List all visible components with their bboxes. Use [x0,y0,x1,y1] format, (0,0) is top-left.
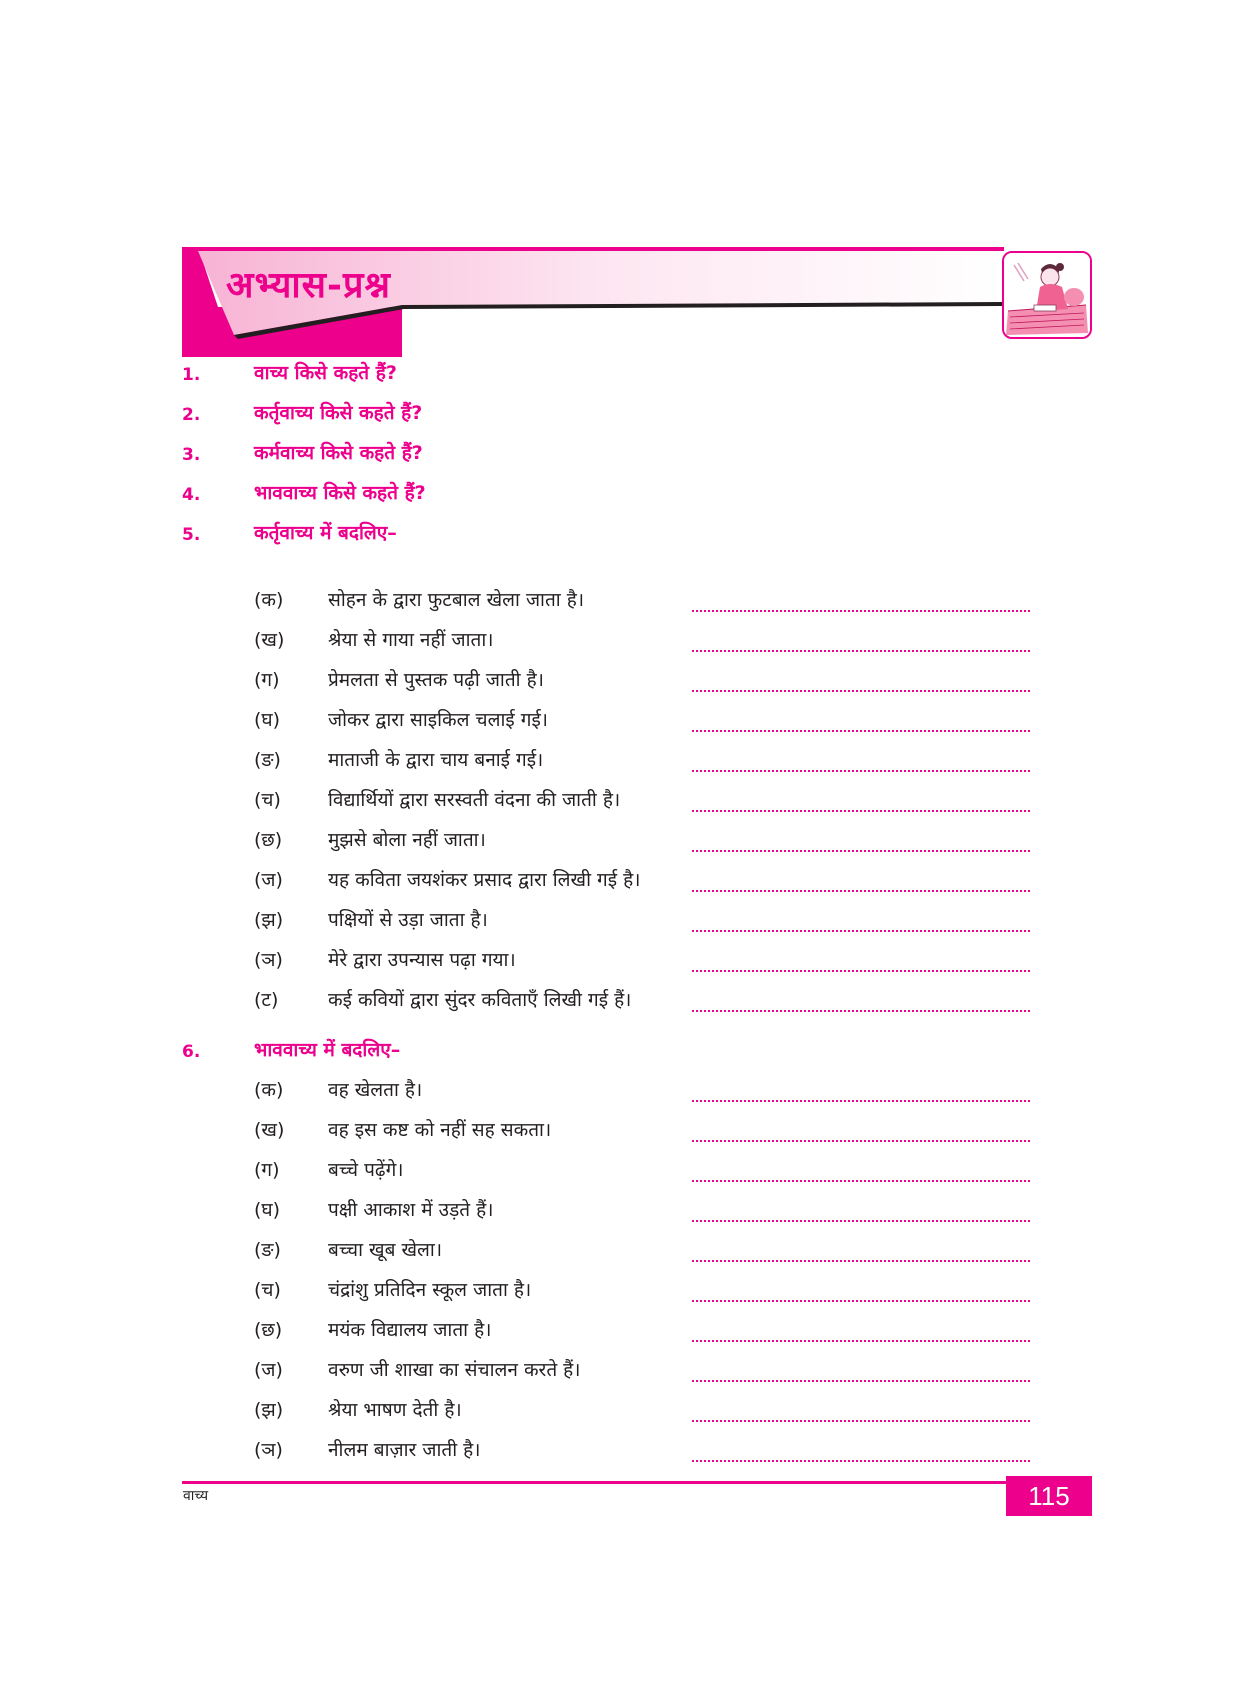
question-text: वाच्य किसे कहते हैं? [254,362,397,384]
answer-blank[interactable] [692,968,1030,972]
answer-blank[interactable] [692,1008,1030,1012]
answer-blank[interactable] [692,1138,1030,1142]
item-label: (ज) [254,1359,283,1381]
item-sentence: पक्षी आकाश में उड़ते हैं। [328,1199,494,1221]
page-number: 115 [1006,1476,1092,1516]
item-label: (ट) [254,989,279,1011]
item-sentence: पक्षियों से उड़ा जाता है। [328,909,488,931]
answer-blank[interactable] [692,1258,1030,1262]
item-sentence: विद्यार्थियों द्वारा सरस्वती वंदना की जाती है। [328,789,621,811]
answer-blank[interactable] [692,928,1030,932]
page-title: अभ्यास-प्रश्न [226,264,391,306]
answer-blank[interactable] [692,728,1030,732]
question-text: कर्तृवाच्य किसे कहते हैं? [254,402,423,424]
answer-blank[interactable] [692,1218,1030,1222]
answer-blank[interactable] [692,608,1030,612]
footer-divider [182,1481,1006,1484]
item-sentence: श्रेया भाषण देती है। [328,1399,462,1421]
item-label: (च) [254,1279,281,1301]
answer-blank[interactable] [692,1098,1030,1102]
question-text: कर्तृवाच्य में बदलिए– [254,522,397,544]
item-label: (ङ) [254,749,281,771]
answer-blank[interactable] [692,808,1030,812]
item-label: (ग) [254,1159,280,1181]
item-sentence: मुझसे बोला नहीं जाता। [328,829,486,851]
item-label: (घ) [254,709,281,731]
chapter-name: वाच्य [183,1488,209,1504]
item-label: (ख) [254,629,285,651]
item-label: (झ) [254,1399,284,1421]
answer-blank[interactable] [692,1338,1030,1342]
item-label: (क) [254,589,284,611]
question-number: 4. [182,485,201,505]
answer-blank[interactable] [692,1178,1030,1182]
girl-reading-icon [1004,253,1090,337]
answer-blank[interactable] [692,648,1030,652]
item-sentence: बच्चे पढ़ेंगे। [328,1159,404,1181]
item-sentence: कई कवियों द्वारा सुंदर कविताएँ लिखी गई हैं। [328,989,632,1011]
answer-blank[interactable] [692,888,1030,892]
item-sentence: सोहन के द्वारा फुटबाल खेला जाता है। [328,589,585,611]
question-number: 1. [182,365,201,385]
item-label: (ग) [254,669,280,691]
item-sentence: वह खेलता है। [328,1079,423,1101]
answer-blank[interactable] [692,688,1030,692]
item-sentence: नीलम बाज़ार जाती है। [328,1439,481,1461]
question-text: भाववाच्य में बदलिए– [254,1039,401,1061]
item-sentence: वह इस कष्ट को नहीं सह सकता। [328,1119,552,1141]
question-text: कर्मवाच्य किसे कहते हैं? [254,442,423,464]
item-sentence: माताजी के द्वारा चाय बनाई गई। [328,749,544,771]
answer-blank[interactable] [692,1418,1030,1422]
answer-blank[interactable] [692,1378,1030,1382]
item-label: (ज) [254,869,283,891]
item-sentence: यह कविता जयशंकर प्रसाद द्वारा लिखी गई है। [328,869,641,891]
item-label: (क) [254,1079,284,1101]
item-sentence: श्रेया से गाया नहीं जाता। [328,629,494,651]
item-sentence: प्रेमलता से पुस्तक पढ़ी जाती है। [328,669,544,691]
item-label: (घ) [254,1199,281,1221]
answer-blank[interactable] [692,768,1030,772]
question-number: 2. [182,405,201,425]
item-label: (छ) [254,1319,283,1341]
item-label: (झ) [254,909,284,931]
item-label: (ख) [254,1119,285,1141]
item-sentence: मयंक विद्यालय जाता है। [328,1319,492,1341]
answer-blank[interactable] [692,848,1030,852]
item-sentence: जोकर द्वारा साइकिल चलाई गई। [328,709,548,731]
item-sentence: वरुण जी शाखा का संचालन करते हैं। [328,1359,581,1381]
illustration-box [1002,251,1092,339]
question-number: 3. [182,445,201,465]
item-sentence: चंद्रांशु प्रतिदिन स्कूल जाता है। [328,1279,532,1301]
item-label: (छ) [254,829,283,851]
answer-blank[interactable] [692,1298,1030,1302]
item-label: (ञ) [254,949,283,971]
item-sentence: बच्चा खूब खेला। [328,1239,443,1261]
item-label: (ञ) [254,1439,283,1461]
answer-blank[interactable] [692,1458,1030,1462]
question-text: भाववाच्य किसे कहते हैं? [254,482,426,504]
item-label: (ङ) [254,1239,281,1261]
question-number: 6. [182,1042,201,1062]
item-sentence: मेरे द्वारा उपन्यास पढ़ा गया। [328,949,516,971]
question-number: 5. [182,525,201,545]
section-banner [182,247,1092,357]
item-label: (च) [254,789,281,811]
